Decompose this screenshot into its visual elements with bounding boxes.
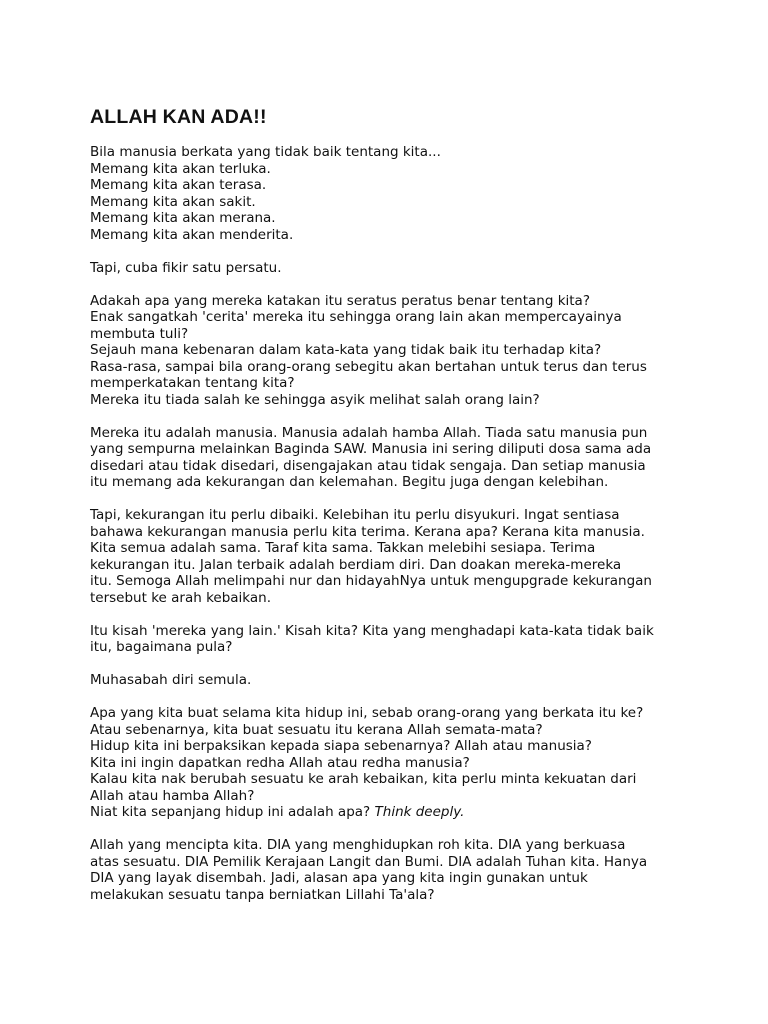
- text-line: Kita ini ingin dapatkan redha Allah atau redha manusia?: [90, 754, 470, 771]
- text-line: Muhasabah diri semula.: [90, 672, 252, 688]
- text-line: membuta tuli?: [90, 325, 189, 342]
- text-line: Memang kita akan merana.: [90, 210, 276, 226]
- text-line: Kalau kita nak berubah sesuatu ke arah kebaikan, kita perlu minta kekuatan dari: [90, 771, 637, 787]
- text-line: Memang kita akan terluka.: [90, 160, 271, 177]
- document-body: [90, 106, 690, 920]
- text-line: [90, 804, 690, 821]
- text-line: disedari atau tidak disedari, disengajakan atau tidak sengaja. Dan setiap manusia: [90, 457, 646, 474]
- text-line: Sejauh mana kebenaran dalam kata-kata yang tidak baik itu terhadap kita?: [90, 342, 602, 358]
- paragraph: [90, 260, 690, 277]
- paragraph: [90, 672, 690, 689]
- paragraph: [90, 837, 690, 903]
- text-line: Memang kita akan sakit.: [90, 193, 256, 210]
- text-line: Itu kisah 'mereka yang lain.' Kisah kita? Kita yang menghadapi kata-kata tidak baik: [90, 622, 654, 639]
- paragraph: [90, 507, 690, 606]
- text-line: melakukan sesuatu tanpa berniatkan Lillahi Ta'ala?: [90, 886, 435, 903]
- paragraph: [90, 623, 690, 656]
- text-line: itu memang ada kekurangan dan kelemahan. Begitu juga dengan kelebihan.: [90, 474, 609, 490]
- text-line: Bila manusia berkata yang tidak baik tentang kita...: [90, 144, 441, 160]
- text-line: Rasa-rasa, sampai bila orang-orang sebegitu akan bertahan untuk terus dan terus: [90, 358, 647, 375]
- text-line: Allah yang mencipta kita. DIA yang menghidupkan roh kita. DIA yang berkuasa: [90, 837, 626, 853]
- text-line: bahawa kekurangan manusia perlu kita terima. Kerana apa? Kerana kita manusia.: [90, 523, 645, 540]
- text-line: memperkatakan tentang kita?: [90, 375, 295, 391]
- paragraph-list: [90, 144, 690, 903]
- text-line: Enak sangatkah 'cerita' mereka itu sehingga orang lain akan mempercayainya: [90, 309, 622, 325]
- text-line: Mereka itu tiada salah ke sehingga asyik melihat salah orang lain?: [90, 391, 540, 408]
- text-line: Tapi, kekurangan itu perlu dibaiki. Kelebihan itu perlu disyukuri. Ingat sentiasa: [90, 507, 620, 523]
- text-line: yang sempurna melainkan Baginda SAW. Manusia ini sering diliputi dosa sama ada: [90, 441, 652, 457]
- text-line: Allah atau hamba Allah?: [90, 787, 255, 804]
- text-line: Mereka itu adalah manusia. Manusia adalah hamba Allah. Tiada satu manusia pun: [90, 424, 648, 441]
- document-title: ALLAH KAN ADA!!: [90, 106, 267, 128]
- text-line: Adakah apa yang mereka katakan itu seratus peratus benar tentang kita?: [90, 292, 590, 309]
- paragraph: [90, 293, 690, 409]
- emphasis-text: Think deeply.: [374, 804, 465, 820]
- paragraph: [90, 705, 690, 821]
- text-line: Tapi, cuba fikir satu persatu.: [90, 259, 282, 276]
- text-line: DIA yang layak disembah. Jadi, alasan apa yang kita ingin gunakan untuk: [90, 870, 588, 886]
- text-line: Memang kita akan menderita.: [90, 226, 294, 243]
- line-text: Niat kita sepanjang hidup ini adalah apa?: [90, 804, 375, 820]
- text-line: Hidup kita ini berpaksikan kepada siapa sebenarnya? Allah atau manusia?: [90, 738, 592, 754]
- text-line: Memang kita akan terasa.: [90, 177, 267, 193]
- paragraph: [90, 144, 690, 243]
- text-line: Apa yang kita buat selama kita hidup ini, sebab orang-orang yang berkata itu ke?: [90, 705, 644, 721]
- text-line: atas sesuatu. DIA Pemilik Kerajaan Langit dan Bumi. DIA adalah Tuhan kita. Hanya: [90, 853, 648, 870]
- paragraph: [90, 425, 690, 491]
- text-line: tersebut ke arah kebaikan.: [90, 589, 272, 606]
- text-line: Atau sebenarnya, kita buat sesuatu itu kerana Allah semata-mata?: [90, 721, 543, 738]
- text-line: kekurangan itu. Jalan terbaik adalah berdiam diri. Dan doakan mereka-mereka: [90, 556, 622, 573]
- text-line: itu. Semoga Allah melimpahi nur dan hidayahNya untuk mengupgrade kekurangan: [90, 573, 652, 589]
- text-line: Kita semua adalah sama. Taraf kita sama. Takkan melebihi sesiapa. Terima: [90, 540, 596, 556]
- text-line: itu, bagaimana pula?: [90, 639, 233, 655]
